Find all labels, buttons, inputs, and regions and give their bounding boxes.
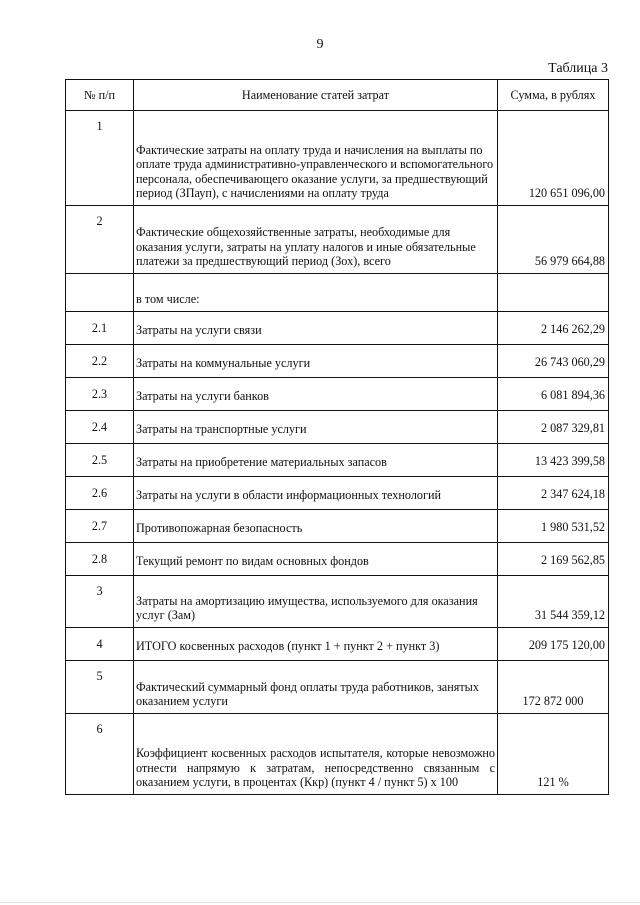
row-name: Затраты на услуги в области информационных технологий	[134, 477, 498, 510]
row-sum: 13 423 399,58	[498, 444, 609, 477]
table-row	[66, 444, 609, 477]
row-sum: 56 979 664,88	[498, 206, 609, 274]
row-name: Противопожарная безопасность	[134, 510, 498, 543]
row-sum: 2 087 329,81	[498, 411, 609, 444]
row-sum: 2 146 262,29	[498, 312, 609, 345]
row-sum: 172 872 000	[498, 661, 609, 714]
table-row	[66, 714, 609, 795]
table-header-row	[66, 80, 609, 111]
row-num: 2.7	[66, 510, 134, 543]
row-name: Затраты на услуги связи	[134, 312, 498, 345]
table-row	[66, 111, 609, 206]
row-name: ИТОГО косвенных расходов (пункт 1 + пункт 2 + пункт 3)	[134, 628, 498, 661]
row-num: 5	[66, 661, 134, 714]
row-num: 2.8	[66, 543, 134, 576]
row-sum: 26 743 060,29	[498, 345, 609, 378]
row-sum: 2 347 624,18	[498, 477, 609, 510]
row-sum: 121 %	[498, 714, 609, 795]
table-row	[66, 628, 609, 661]
table-row	[66, 206, 609, 274]
row-sum: 31 544 359,12	[498, 576, 609, 628]
row-name: Текущий ремонт по видам основных фондов	[134, 543, 498, 576]
table-row	[66, 661, 609, 714]
row-num: 2.4	[66, 411, 134, 444]
row-sum: 1 980 531,52	[498, 510, 609, 543]
row-name: Фактические общехозяйственные затраты, необходимые для оказания услуги, затраты на уплату налогов и иные обязательные платежи за предшествующий период (Зох), всего	[134, 206, 498, 274]
header-name: Наименование статей затрат	[134, 80, 498, 111]
header-sum: Сумма, в рублях	[498, 80, 609, 111]
row-name: Затраты на коммунальные услуги	[134, 345, 498, 378]
row-name: в том числе:	[134, 274, 498, 312]
table-row	[66, 543, 609, 576]
row-sum	[498, 274, 609, 312]
row-num: 2.1	[66, 312, 134, 345]
table-row	[66, 378, 609, 411]
row-name: Затраты на транспортные услуги	[134, 411, 498, 444]
row-num: 2.2	[66, 345, 134, 378]
table-row	[66, 312, 609, 345]
row-num: 2.3	[66, 378, 134, 411]
row-num: 2.6	[66, 477, 134, 510]
row-num: 1	[66, 111, 134, 206]
row-sum: 209 175 120,00	[498, 628, 609, 661]
table-row	[66, 510, 609, 543]
table-row	[66, 411, 609, 444]
table-row	[66, 477, 609, 510]
row-num: 3	[66, 576, 134, 628]
row-num: 6	[66, 714, 134, 795]
row-num: 2	[66, 206, 134, 274]
table-caption: Таблица 3	[548, 61, 608, 76]
row-num: 4	[66, 628, 134, 661]
table-row	[66, 274, 609, 312]
row-sum: 120 651 096,00	[498, 111, 609, 206]
row-num	[66, 274, 134, 312]
table-row	[66, 576, 609, 628]
row-name: Фактические затраты на оплату труда и начисления на выплаты по оплате труда административно-управленческого и вспомогательного персонала, обеспечивающего оказание услуги, за предшествующий период (ЗПауп), с начислениями на оплату труда	[134, 111, 498, 206]
cost-table	[65, 79, 609, 795]
row-sum: 6 081 894,36	[498, 378, 609, 411]
page-bottom-edge	[0, 902, 640, 903]
page-number: 9	[316, 37, 324, 52]
row-sum: 2 169 562,85	[498, 543, 609, 576]
table-row	[66, 345, 609, 378]
row-num: 2.5	[66, 444, 134, 477]
header-num: № п/п	[66, 80, 134, 111]
row-name: Фактический суммарный фонд оплаты труда работников, занятых оказанием услуги	[134, 661, 498, 714]
row-name: Затраты на амортизацию имущества, используемого для оказания услуг (Зам)	[134, 576, 498, 628]
row-name: Затраты на услуги банков	[134, 378, 498, 411]
row-name: Затраты на приобретение материальных запасов	[134, 444, 498, 477]
row-name: Коэффициент косвенных расходов испытателя, которые невозможно отнести напрямую к затратам, непосредственно связанным с оказанием услуги, в процентах (Ккр) (пункт 4 / пункт 5) х 100	[134, 714, 498, 795]
